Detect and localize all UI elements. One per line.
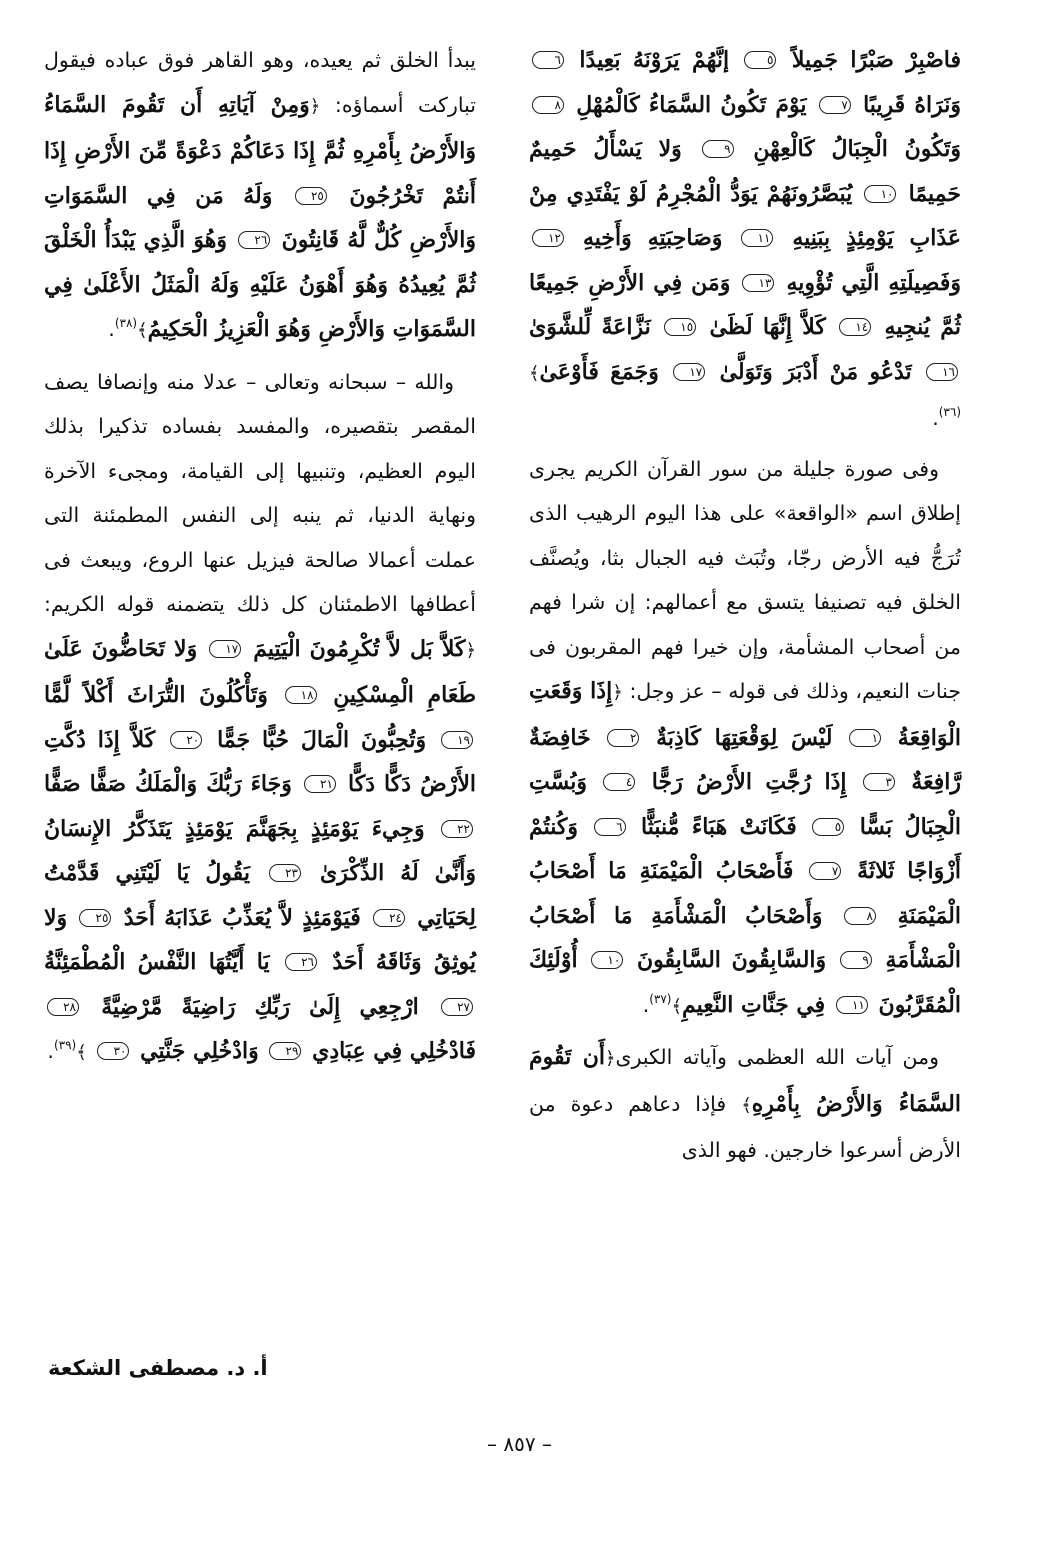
footnote-ref: (٣٨) (114, 316, 138, 330)
verse-number-marker: ٢٢ (441, 820, 473, 838)
verse-text: إِذَا رُجَّتِ الأَرْضُ رَجًّا (651, 769, 847, 795)
verse-block (529, 678, 961, 1018)
verse-number-marker: ١٦ (926, 363, 958, 381)
signs-lead-text: ومن آيات الله العظمى وآياته الكبرى (615, 1045, 939, 1069)
verse-text: وَمِنْ آيَاتِهِ أَن تَقُومَ السَّمَاءُ وَالأَرْضُ بِأَمْرِهِ ثُمَّ إِذَا دَعَاكُمْ دَعْوَةً مِّنَ الأَرْضِ إِذَا أَنتُمْ تَخْرُجُونَ (44, 91, 476, 209)
verse-text: فَأَصْحَابُ الْمَيْمَنَةِ مَا أَصْحَابُ الْمَيْمَنَةِ (529, 858, 961, 929)
verse-number-marker: ٢٦ (238, 231, 270, 249)
verse-text: وَأَصْحَابُ الْمَشْأَمَةِ مَا أَصْحَابُ الْمَشْأَمَةِ (529, 902, 961, 973)
signs-paragraph (529, 1035, 961, 1173)
verse-text: يَوْمَ تَكُونُ السَّمَاءُ كَالْمُهْلِ (576, 91, 807, 118)
verse-number-marker: ٢٠ (170, 731, 202, 749)
verse-text: فِي جَنَّاتِ النَّعِيمِ (682, 991, 826, 1018)
verse-text: كَلاَّ إِنَّهَا لَظَىٰ (709, 314, 826, 340)
verse-text: إِذَا وَقَعَتِ الْوَاقِعَةُ (529, 678, 961, 751)
footnote-ref: (٣٧) (649, 991, 672, 1006)
author-signature: أ. د. مصطفى الشكعة (48, 1356, 268, 1380)
verse-text: فَيَوْمَئِذٍ لاَّ يُعَذِّبُ عَذَابَهُ أَحَدٌ (123, 904, 361, 931)
close-ornament: ﴾ (137, 320, 148, 341)
verse-number-marker: ١٩ (441, 731, 473, 749)
verse-number-marker: ١٧ (673, 363, 705, 381)
verse-number-marker: ٣٠ (97, 1042, 129, 1060)
rum-paragraph: يبدأ الخلق ثم يعيده، وهو القاهر فوق عباده فيقول تباركت أسماؤه: ﴿وَمِنْ آيَاتِهِ أَن تَقُومَ السَّمَاءُ وَالأَرْضُ بِأَمْرِهِ ثُمَّ إِذَا دَعَاكُمْ دَعْوَةً مِّنَ الأَرْضِ إِذَا أَنتُمْ تَخْرُجُونَ ٢٥ وَلَهُ مَن فِي السَّمَوَاتِ وَالأَرْضِ كُلٌّ لَّهُ قَانِتُونَ ٢٦ وَهُوَ الَّذِي يَبْدَأُ الْخَلْقَ ثُمَّ يُعِيدُهُ وَهُوَ أَهْوَنُ عَلَيْهِ وَلَهُ الْمَثَلُ الأَعْلَىٰ فِي السَّمَوَاتِ وَالأَرْضِ وَهُوَ الْعَزِيزُ الْحَكِيمُ﴾$^{(٣٨)}$. (44, 48, 476, 342)
footnote-ref: (٣٩) (53, 1038, 77, 1052)
close-ornament: ﴾ (76, 1042, 87, 1063)
verse-number-marker: ٢ (607, 729, 639, 747)
verse-text: وَلا يُوثِقُ وَثَاقَهُ أَحَدٌ (44, 904, 476, 975)
open-ornament: ﴿ (465, 639, 476, 661)
verse-number-marker: ١٤ (839, 318, 871, 336)
verse-number-marker: ١٨ (285, 686, 317, 704)
verse-text: وَالسَّابِقُونَ السَّابِقُونَ (637, 947, 827, 973)
verse-block (44, 92, 476, 343)
verse-number-marker: ٢٥ (79, 909, 111, 927)
fajr-intro-paragraph: والله – سبحانه وتعالى – عدلا منه وإنصافا يصف المقصر بتقصيره، والمفسد بفساده تذكيرا بذلك اليوم العظيم، وتنبيها إلى القيامة، ومجىء الآخرة ونهاية الدنيا، ثم ينبه إلى النفس المطمئنة التى عملت أعمالا صالحة فيزيل عنها الروع، ويبعث فى أعطافها الاطمئنان كل ذلك يتضمنه قوله الكريم: ﴿كَلاَّ بَل لاَّ تُكْرِمُونَ الْيَتِيمَ ١٧ وَلا تَحَاضُّونَ عَلَىٰ طَعَامِ الْمِسْكِينِ ١٨ وَتَأْكُلُونَ التُّرَاثَ أَكْلاً لَّمًّا ١٩ وَتُحِبُّونَ الْمَالَ حُبًّا جَمًّا ٢٠ كَلاَّ إِذَا دُكَّتِ الأَرْضُ دَكًّا دَكًّا ٢١ وَجَاءَ رَبُّكَ وَالْمَلَكُ صَفًّا صَفًّا ٢٢ وَجِيءَ يَوْمَئِذٍ بِجَهَنَّمَ يَوْمَئِذٍ يَتَذَكَّرُ الإِنسَانُ وَأَنَّىٰ لَهُ الذِّكْرَىٰ ٢٣ يَقُولُ يَا لَيْتَنِي قَدَّمْتُ لِحَيَاتِي ٢٤ فَيَوْمَئِذٍ لاَّ يُعَذِّبُ عَذَابَهُ أَحَدٌ ٢٥ وَلا يُوثِقُ وَثَاقَهُ أَحَدٌ ٢٦ يَا أَيَّتُهَا النَّفْسُ الْمُطْمَئِنَّةُ ٢٧ ارْجِعِي إِلَىٰ رَبِّكِ رَاضِيَةً مَّرْضِيَّةً ٢٨ فَادْخُلِي فِي عِبَادِي ٢٩ وَادْخُلِي جَنَّتِي ٣٠ ﴾$^{(٣٩)}$. (44, 369, 476, 1064)
verse-text: لَيْسَ لِوَقْعَتِهَا كَاذِبَةٌ (656, 724, 833, 751)
close-ornament: ﴾ (671, 995, 683, 1017)
verse-text: خَافِضَةٌ رَّافِعَةٌ (529, 724, 962, 795)
verse-text: نَزَّاعَةً لِّلشَّوَىٰ (529, 314, 651, 340)
verse-number-marker: ٨ (532, 96, 564, 114)
verse-text: وَصَاحِبَتِهِ وَأَخِيهِ (582, 225, 723, 251)
verse-text: وَادْخُلِي جَنَّتِي (140, 1038, 259, 1064)
verse-number-marker: ٧ (809, 862, 841, 880)
verse-text: وَهُوَ الَّذِي يَبْدَأُ الْخَلْقَ ثُمَّ يُعِيدُهُ وَهُوَ أَهْوَنُ عَلَيْهِ وَلَهُ الْمَثَلُ الأَعْلَىٰ فِي السَّمَوَاتِ وَالأَرْضِ وَهُوَ الْعَزِيزُ الْحَكِيمُ (44, 227, 476, 342)
right-column (529, 38, 961, 1173)
verse-text: وَلَهُ مَن فِي السَّمَوَاتِ وَالأَرْضِ كُلٌّ لَّهُ قَانِتُونَ (44, 182, 476, 253)
verse-text: وَفَصِيلَتِهِ الَّتِي تُؤْوِيهِ (786, 269, 961, 296)
open-ornament: ﴿ (309, 95, 321, 117)
verse-text: وَكُنتُمْ أَزْوَاجًا ثَلاثَةً (529, 813, 961, 884)
verse-text: فَكَانَتْ هَبَاءً مُّنبَثًّا (641, 813, 797, 840)
signs-tail-text: فإذا دعاهم دعوة من الأرض أسرعوا خارجين. فهو الذى (529, 1091, 961, 1162)
verse-number-marker: ٢٤ (373, 909, 405, 927)
verse-number-marker: ٢٥ (295, 187, 327, 205)
verse-number-marker: ١٠ (591, 951, 623, 969)
verse-text: كَلاَّ إِذَا دُكَّتِ الأَرْضُ دَكًّا دَكًّا (44, 726, 476, 797)
verse-number-marker: ٩ (840, 951, 872, 969)
verse-text: يَقُولُ يَا لَيْتَنِي قَدَّمْتُ لِحَيَاتِي (44, 860, 476, 931)
verse-text: وَنَرَاهُ قَرِيبًا (863, 91, 961, 118)
left-column (44, 38, 476, 1076)
page-number: – ٨٥٧ – (487, 1432, 552, 1456)
verse-text: وَبُسَّتِ الْجِبَالُ بَسًّا (529, 769, 961, 840)
verse-text: وَلا يَسْأَلُ حَمِيمٌ حَمِيمًا (529, 136, 961, 207)
verse-text: أُوْلَئِكَ الْمُقَرَّبُونَ (529, 947, 961, 1018)
verse-block (44, 636, 476, 1065)
verse-number-marker: ٤ (603, 773, 635, 791)
verse-text: إنَّهُمْ يَرَوْنَهُ بَعِيدًا (579, 47, 730, 73)
verse-number-marker: ٩ (702, 140, 734, 158)
verse-text: يَا أَيَّتُهَا النَّفْسُ الْمُطْمَئِنَّةُ (44, 949, 270, 975)
verse-text: كَلاَّ بَل لاَّ تُكْرِمُونَ الْيَتِيمَ (253, 635, 466, 662)
verse-number-marker: ٧ (819, 96, 851, 114)
waqia-intro-text: وفى صورة جليلة من سور القرآن الكريم يجرى إطلاق اسم «الواقعة» على هذا اليوم الرهيب الذى تُرَجُّ فيه الأرض رجّا، وتُبَث فيه الجبال بثا، ويُصنَّف الخلق فيه تصنيفا يتسق مع أعمالهم: إن شرا فهم من أصحاب المشأمة، وإن خيرا فهم المقربون فى جنات النعيم، وذلك فى قوله – عز وجل: (529, 456, 961, 703)
verse-text: وَتَأْكُلُونَ التُّرَاثَ أَكْلاً لَّمًّا (44, 682, 268, 708)
verse-number-marker: ١١ (836, 996, 868, 1014)
verse-text: يُبَصَّرُونَهُمْ يَوَدُّ الْمُجْرِمُ لَوْ يَفْتَدِي مِنْ عَذَابِ يَوْمِئِذٍ بِبَنِيهِ (529, 180, 962, 251)
verse-text: وَجِيءَ يَوْمَئِذٍ بِجَهَنَّمَ يَوْمَئِذٍ يَتَذَكَّرُ الإِنسَانُ وَأَنَّىٰ لَهُ الذِّكْرَىٰ (44, 815, 476, 886)
footnote-ref: (٣٦) (938, 405, 961, 419)
verse-number-marker: ٢٧ (441, 998, 473, 1016)
verse-text: وَجَمَعَ فَأَوْعَىٰ (539, 358, 659, 385)
verse-number-marker: ١٣ (742, 274, 774, 292)
verse-number-marker: ٢٣ (269, 864, 301, 882)
signs-verse: أَن تَقُومَ السَّمَاءُ وَالأَرْضُ بِأَمْرِهِ (529, 1044, 961, 1117)
verse-number-marker: ٢٦ (285, 953, 317, 971)
fajr-intro-text: والله – سبحانه وتعالى – عدلا منه وإنصافا يصف المقصر بتقصيره، والمفسد بفساده تذكيرا بذلك اليوم العظيم، وتنبيها إلى القيامة، ومجىء الآخرة ونهاية الدنيا، ثم ينبه إلى النفس المطمئنة التى عملت أعمالا صالحة فيزيل عنها الروع، ويبعث فى أعطافها الاطمئنان كل ذلك يتضمنه قوله الكريم: (44, 369, 476, 616)
verse-text: وَتَكُونُ الْجِبَالُ كَالْعِهْنِ (753, 136, 961, 162)
verse-number-marker: ٢٩ (269, 1042, 301, 1060)
verse-number-marker: ٢١ (304, 775, 336, 793)
verse-text: وَلا تَحَاضُّونَ عَلَىٰ طَعَامِ الْمِسْكِينِ (44, 635, 476, 708)
verse-text: وَجَاءَ رَبُّكَ وَالْمَلَكُ صَفًّا صَفًّا (44, 771, 292, 797)
verse-number-marker: ٦ (532, 51, 564, 69)
verse-text: تَدْعُو مَنْ أَدْبَرَ وَتَوَلَّىٰ (719, 358, 912, 385)
verse-number-marker: ٥ (744, 51, 776, 69)
open-ornament: ﴿ (604, 1048, 616, 1069)
verse-number-marker: ٢٨ (47, 998, 79, 1016)
close-ornament: ﴾ (529, 362, 540, 384)
verse-number-marker: ١١ (741, 229, 773, 247)
waqia-intro-paragraph: وفى صورة جليلة من سور القرآن الكريم يجرى إطلاق اسم «الواقعة» على هذا اليوم الرهيب الذى تُرَجُّ فيه الأرض رجّا، وتُبَث فيه الجبال بثا، ويُصنَّف الخلق فيه تصنيفا يتسق مع أعمالهم: إن شرا فهم من أصحاب المشأمة، وإن خيرا فهم المقربون فى جنات النعيم، وذلك فى قوله – عز وجل: ﴿إِذَا وَقَعَتِ الْوَاقِعَةُ ١ لَيْسَ لِوَقْعَتِهَا كَاذِبَةٌ ٢ خَافِضَةٌ رَّافِعَةٌ ٣ إِذَا رُجَّتِ الأَرْضُ رَجًّا ٤ وَبُسَّتِ الْجِبَالُ بَسًّا ٥ فَكَانَتْ هَبَاءً مُّنبَثًّا ٦ وَكُنتُمْ أَزْوَاجًا ثَلاثَةً ٧ فَأَصْحَابُ الْمَيْمَنَةِ مَا أَصْحَابُ الْمَيْمَنَةِ ٨ وَأَصْحَابُ الْمَشْأَمَةِ مَا أَصْحَابُ الْمَشْأَمَةِ ٩ وَالسَّابِقُونَ السَّابِقُونَ ١٠ أُوْلَئِكَ الْمُقَرَّبُونَ ١١ فِي جَنَّاتِ النَّعِيمِ﴾$^{(٣٧)}$. (529, 456, 962, 1018)
verse-number-marker: ٥ (812, 818, 844, 836)
verse-number-marker: ١ (849, 729, 881, 747)
verse-paragraph-haqqa: فاصْبِرْ صَبْرًا جَمِيلاً ٥ إنَّهُمْ يَرَوْنَهُ بَعِيدًا ٦ وَنَرَاهُ قَرِيبًا ٧ يَوْمَ تَكُونُ السَّمَاءُ كَالْمُهْلِ ٨ وَتَكُونُ الْجِبَالُ كَالْعِهْنِ ٩ وَلا يَسْأَلُ حَمِيمٌ حَمِيمًا ١٠ يُبَصَّرُونَهُمْ يَوَدُّ الْمُجْرِمُ لَوْ يَفْتَدِي مِنْ عَذَابِ يَوْمِئِذٍ بِبَنِيهِ ١١ وَصَاحِبَتِهِ وَأَخِيهِ ١٢ وَفَصِيلَتِهِ الَّتِي تُؤْوِيهِ ١٣ وَمَن فِي الأَرْضِ جَمِيعًا ثُمَّ يُنجِيهِ ١٤ كَلاَّ إِنَّهَا لَظَىٰ ١٥ نَزَّاعَةً لِّلشَّوَىٰ ١٦ تَدْعُو مَنْ أَدْبَرَ وَتَوَلَّىٰ ١٧ وَجَمَعَ فَأَوْعَىٰ﴾$^{(٣٦)}$. (529, 47, 962, 430)
verse-text: وَمَن فِي الأَرْضِ جَمِيعًا ثُمَّ يُنجِيهِ (529, 269, 962, 340)
rum-lead-text: يبدأ الخلق ثم يعيده، وهو القاهر فوق عباده فيقول تباركت أسماؤه: (44, 48, 476, 117)
verse-number-marker: ١٢ (532, 229, 564, 247)
verse-text: فَادْخُلِي فِي عِبَادِي (312, 1038, 476, 1064)
verse-text: فاصْبِرْ صَبْرًا جَمِيلاً (791, 47, 961, 73)
verse-number-marker: ٨ (844, 907, 876, 925)
open-ornament: ﴿ (612, 682, 623, 703)
verse-number-marker: ٣ (863, 773, 895, 791)
verse-text: ارْجِعِي إِلَىٰ رَبِّكِ رَاضِيَةً مَّرْضِيَّةً (101, 993, 419, 1020)
verse-number-marker: ١٠ (864, 185, 896, 203)
verse-number-marker: ٦ (594, 818, 626, 836)
verse-number-marker: ١٥ (664, 318, 696, 336)
close-ornament: ﴾ (741, 1094, 752, 1116)
verse-block (529, 47, 961, 385)
verse-text: وَتُحِبُّونَ الْمَالَ حُبًّا جَمًّا (217, 726, 427, 753)
verse-number-marker: ١٧ (209, 640, 241, 658)
